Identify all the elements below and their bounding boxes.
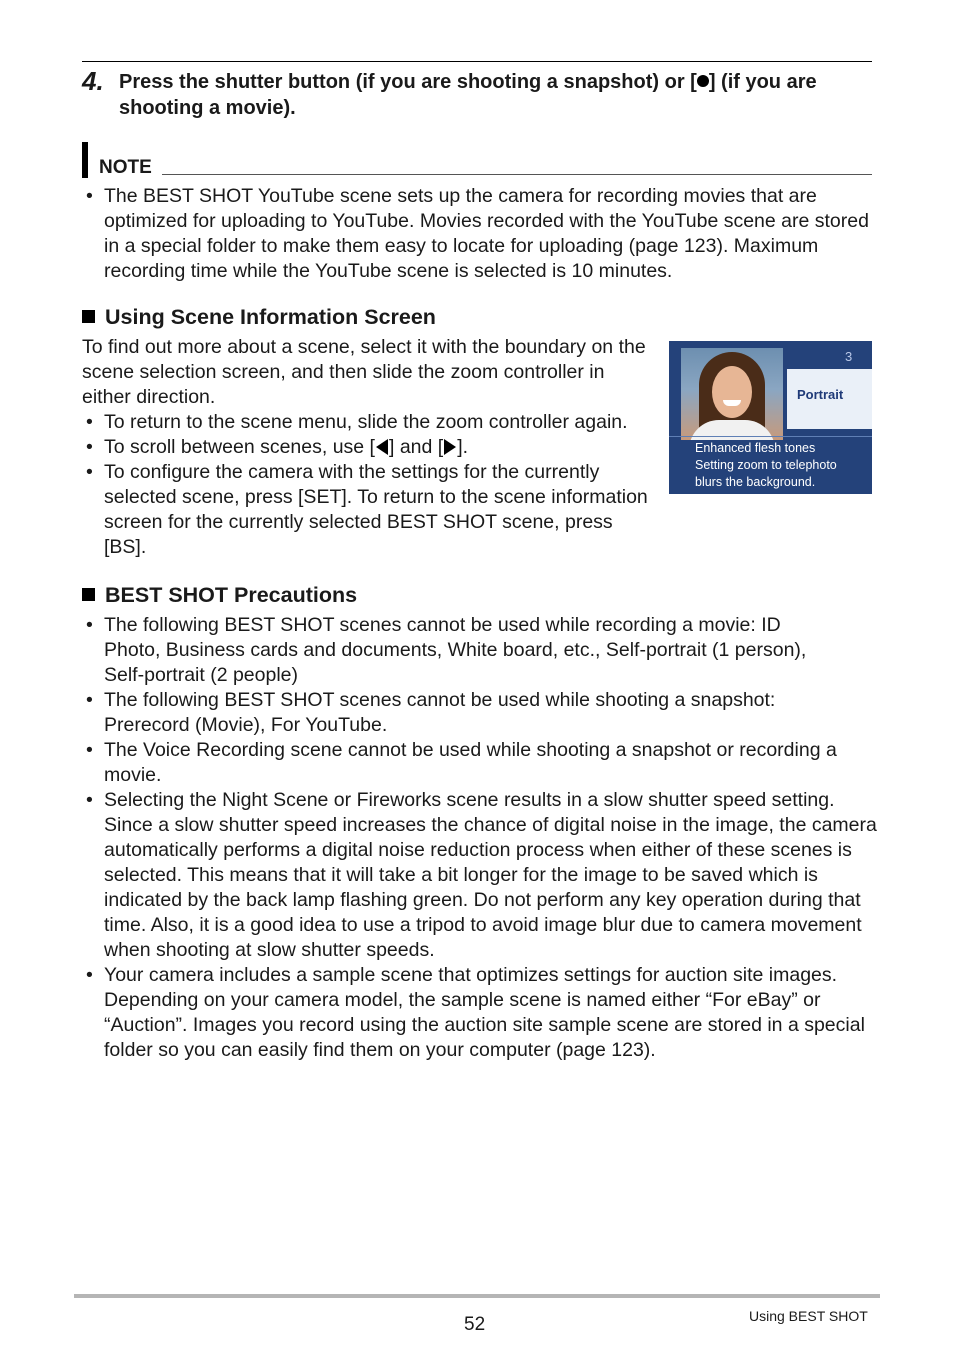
precautions-list xyxy=(82,613,877,1063)
footer-rule xyxy=(74,1294,880,1298)
portrait-face xyxy=(712,366,752,418)
square-bullet-icon xyxy=(82,588,95,601)
screen-scene-description: Enhanced flesh tones Setting zoom to telephoto blurs the background. xyxy=(695,441,837,489)
screen-divider xyxy=(669,436,872,437)
note-list xyxy=(82,184,872,284)
precaution-item: • The following BEST SHOT scenes cannot be used while shooting a snapshot: Prerecord (Movie), For YouTube. xyxy=(82,688,877,738)
note-rule xyxy=(162,174,872,175)
note-marker-bar xyxy=(82,142,88,178)
step-text-after: ] (if you are shooting a movie). xyxy=(119,71,817,119)
scene-info-screen-image xyxy=(669,341,872,494)
note-item: • The BEST SHOT YouTube scene sets up the camera for recording movies that are optimized for uploading to YouTube. Movies recorded with the YouTube scene are stored in a special folder to make them easy to locate for uploading (page 123). Maximum recording time while the YouTube scene is selected is 10 minutes. xyxy=(82,184,872,284)
square-bullet-icon xyxy=(82,310,95,323)
top-divider xyxy=(82,61,872,62)
scene-info-heading xyxy=(82,304,436,330)
note-label: NOTE xyxy=(99,157,152,178)
page-number: 52 xyxy=(464,1314,486,1335)
scene-info-intro: To find out more about a scene, select it with the boundary on the scene selection screen, and then slide the zoom controller in either direction. xyxy=(82,336,646,408)
precaution-item: • The following BEST SHOT scenes cannot be used while recording a movie: ID Photo, Business cards and documents, White board, etc., Self-portrait (1 person), Self-portrait (2 people) xyxy=(82,613,877,688)
left-arrow-icon xyxy=(376,439,388,455)
precaution-item: • Your camera includes a sample scene that optimizes settings for auction site images. Depending on your camera model, the sample scene is named either “For eBay” or “Auction”. Images you record using the auction site sample scene are stored in a special folder so you can easily find them on your computer (page 123). xyxy=(82,963,877,1063)
record-dot-icon xyxy=(697,75,709,87)
screen-scene-label: Portrait xyxy=(797,387,844,402)
step-text-before: Press the shutter button (if you are shooting a snapshot) or [ xyxy=(119,71,697,93)
portrait-photo xyxy=(681,348,783,440)
step-instruction xyxy=(119,69,879,121)
scroll-text-middle: ] and [ xyxy=(388,436,444,458)
scroll-text-after: ]. xyxy=(457,436,469,458)
scene-info-heading-text: Using Scene Information Screen xyxy=(105,305,436,329)
configure-text: • To configure the camera with the settings for the currently selected scene, press [SET]. To return to the scene information screen for the currently selected BEST SHOT scene, press [BS]. xyxy=(104,461,648,558)
precaution-item: • Selecting the Night Scene or Fireworks scene results in a slow shutter speed setting. Since a slow shutter speed increases the chance of digital noise in the image, the camera automatically performs a digital noise reduction process when either of these scenes is selected. This means that it will take a bit longer for the image to be saved which is indicated by the back lamp flashing green. Do not perform any key operation during that time. Also, it is a good idea to use a tripod to avoid image blur due to camera movement when shooting at slow shutter speeds. xyxy=(82,788,877,963)
precaution-item: • The Voice Recording scene cannot be used while shooting a snapshot or recording a movie. xyxy=(82,738,877,788)
precautions-heading xyxy=(82,582,357,608)
right-arrow-icon xyxy=(444,439,456,455)
step-number: 4. xyxy=(82,66,104,96)
precautions-heading-text: BEST SHOT Precautions xyxy=(105,583,358,607)
scene-info-bullet-return: • To return to the scene menu, slide the zoom controller again. xyxy=(82,410,652,435)
scroll-text-before: To scroll between scenes, use [ xyxy=(104,436,375,458)
screen-scene-number: 3 xyxy=(845,349,853,364)
footer-section-name: Using BEST SHOT xyxy=(749,1308,868,1324)
